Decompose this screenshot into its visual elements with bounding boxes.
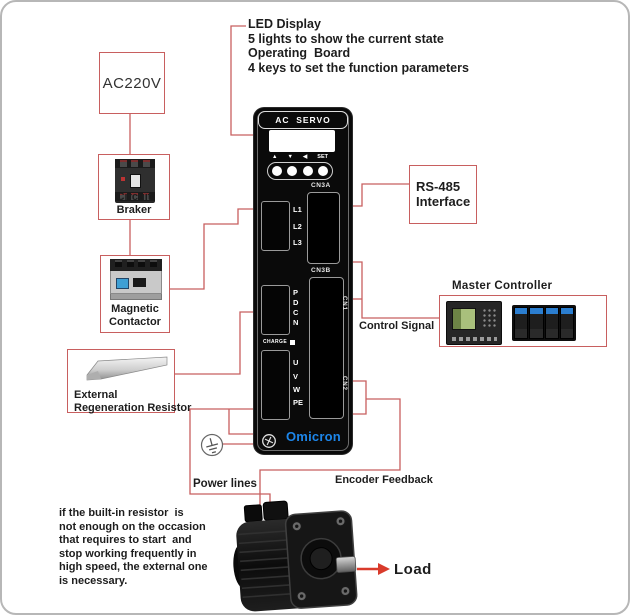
terminal-label: N bbox=[293, 318, 299, 327]
note-line: 5 lights to show the current state bbox=[248, 31, 444, 46]
note-line: 4 keys to set the function parameters bbox=[248, 60, 469, 75]
drive-title: AC SERVO bbox=[258, 111, 348, 129]
cnc-panel-image bbox=[446, 301, 502, 345]
terminal-label: L2 bbox=[293, 222, 302, 231]
contactor-label-line2: Contactor bbox=[109, 315, 161, 328]
note-line: not enough on the occasion bbox=[59, 520, 206, 533]
key-symbols bbox=[267, 154, 333, 161]
rs485-label-line2: Interface bbox=[416, 194, 471, 209]
note-line: is necessary. bbox=[59, 574, 128, 587]
cn3b-connector bbox=[309, 277, 344, 419]
wire-cn2-bracket bbox=[352, 381, 366, 414]
master-controller-box bbox=[439, 295, 607, 347]
terminal-label: W bbox=[293, 385, 301, 394]
load-arrow-head bbox=[378, 563, 390, 575]
cnc-softkeys bbox=[452, 337, 497, 341]
resistor-label-line2: Regeneration Resistor bbox=[74, 401, 192, 414]
note-line: LED Display bbox=[248, 17, 321, 31]
cn3a-connector bbox=[307, 192, 340, 264]
breaker-toggle bbox=[130, 174, 141, 188]
up-key-button bbox=[272, 166, 282, 176]
contactor-body bbox=[110, 271, 162, 294]
set-key-label: SET bbox=[317, 154, 328, 160]
encoder-connector bbox=[244, 505, 262, 522]
wire-contactor-to-drive bbox=[170, 209, 254, 289]
terminal-label: V bbox=[293, 372, 299, 381]
control-signal-label: Control Signal bbox=[359, 320, 435, 332]
ac-source-box bbox=[99, 52, 165, 114]
cn2-label: CN2 bbox=[341, 376, 347, 392]
led-display-note bbox=[248, 17, 469, 75]
charge-label: CHARGE bbox=[263, 339, 288, 345]
key-row bbox=[267, 162, 333, 180]
set-key-button bbox=[318, 166, 328, 176]
contactor-switch bbox=[133, 278, 146, 287]
load-label: Load bbox=[394, 561, 432, 578]
encoder-feedback-label: Encoder Feedback bbox=[335, 474, 433, 486]
terminal-label: PE bbox=[293, 398, 304, 407]
magnetic-contactor-image bbox=[110, 259, 162, 299]
resistor-image bbox=[83, 355, 169, 387]
wire-cn3a-to-rs485 bbox=[352, 184, 409, 206]
wire-control-signal bbox=[352, 262, 439, 318]
rs485-box bbox=[409, 165, 477, 224]
left-key-icon: ◀ bbox=[303, 154, 308, 160]
cn3b-label: CN3B bbox=[311, 267, 331, 274]
circuit-braker-label: Circuit Braker bbox=[116, 191, 152, 216]
left-key-button bbox=[303, 166, 313, 176]
magnetic-contactor-label bbox=[101, 303, 169, 328]
earth-ground-icon bbox=[199, 432, 225, 458]
cnc-keypad bbox=[482, 308, 497, 328]
cn3a-label: CN3A bbox=[311, 182, 331, 189]
terminal-label: L1 bbox=[293, 205, 302, 214]
wire-resistor-to-drive bbox=[174, 312, 254, 374]
up-key-icon: ▲ bbox=[272, 154, 278, 160]
breaker-body bbox=[115, 168, 155, 192]
down-key-icon: ▼ bbox=[287, 154, 293, 160]
power-input-terminal-block bbox=[261, 201, 290, 251]
power-lines-label: Power lines bbox=[193, 478, 257, 490]
contactor-terminals bbox=[110, 259, 162, 271]
breaker-indicator bbox=[121, 177, 125, 181]
motor-output-terminal-block bbox=[261, 350, 290, 420]
note-line: Operating Board bbox=[248, 46, 351, 60]
led-display bbox=[269, 130, 335, 152]
contactor-coil-tag bbox=[116, 278, 129, 289]
cn1-label: CN1 bbox=[341, 296, 347, 312]
resistor-note bbox=[59, 507, 208, 588]
ground-screw-icon bbox=[261, 433, 277, 449]
dc-bus-terminal-block bbox=[261, 285, 290, 335]
terminal-label: L3 bbox=[293, 238, 302, 247]
note-line: that requires to start and bbox=[59, 534, 192, 546]
operating-board bbox=[267, 154, 333, 180]
motor-shaft bbox=[336, 556, 356, 572]
down-key-button bbox=[287, 166, 297, 176]
charge-indicator bbox=[263, 339, 295, 345]
rs485-label-line1: RS-485 bbox=[416, 179, 461, 194]
ac-source-label: AC220V bbox=[102, 74, 162, 92]
terminal-label: D bbox=[293, 298, 299, 307]
circuit-braker-box bbox=[98, 154, 170, 220]
brand-logo: Omicron bbox=[286, 429, 341, 444]
contactor-label-line1: Magnetic bbox=[111, 303, 159, 315]
note-line: stop working frequently in bbox=[59, 547, 197, 560]
charge-led bbox=[290, 340, 295, 345]
external-resistor-label bbox=[74, 389, 234, 414]
note-line: if the built-in resistor is bbox=[59, 507, 184, 519]
terminal-label: P bbox=[293, 288, 299, 297]
magnetic-contactor-box bbox=[100, 255, 170, 333]
external-resistor-box bbox=[67, 349, 192, 414]
cnc-screen bbox=[452, 308, 476, 330]
plc-image bbox=[512, 305, 576, 341]
power-connector bbox=[263, 501, 288, 521]
terminal-label: U bbox=[293, 358, 299, 367]
note-line: high speed, the external one bbox=[59, 561, 208, 573]
contactor-base bbox=[110, 294, 162, 300]
breaker-top-terminals bbox=[115, 159, 155, 168]
master-controller-label: Master Controller bbox=[452, 280, 553, 292]
resistor-label-line1: External bbox=[74, 389, 118, 401]
servo-motor-image bbox=[232, 498, 377, 615]
servo-drive bbox=[254, 108, 352, 454]
terminal-label: C bbox=[293, 308, 299, 317]
